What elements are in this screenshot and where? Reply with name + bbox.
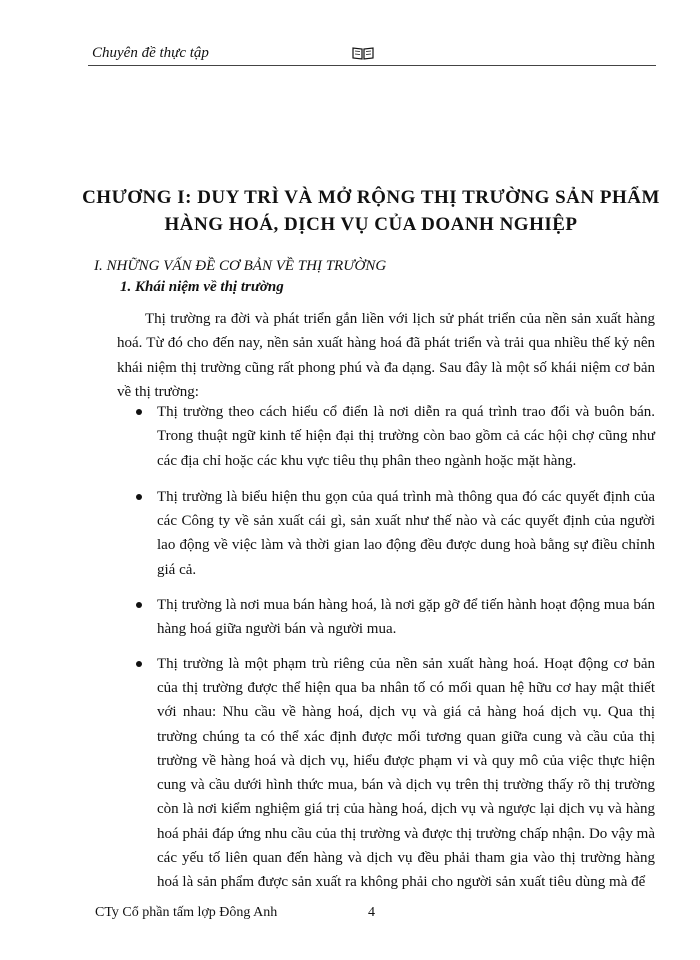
bullet-icon [136, 661, 142, 667]
bullet-icon [136, 494, 142, 500]
subsection-heading: 1. Khái niệm về thị trường [120, 279, 284, 295]
open-book-icon [352, 46, 374, 60]
bullet-text: Thị trường là nơi mua bán hàng hoá, là nơi gặp gỡ để tiến hành hoạt động mua bán hàng hoá giữa người bán và người mua. [157, 597, 655, 638]
section-heading: I. NHỮNG VẤN ĐỀ CƠ BẢN VỀ THỊ TRƯỜNG [94, 258, 387, 274]
list-item [117, 400, 655, 473]
list-item [117, 652, 655, 895]
bullet-text: Thị trường là một phạm trù riêng của nền sản xuất hàng hoá. Hoạt động cơ bản của thị trường được thể hiện qua ba nhân tố có mối quan hệ hữu cơ hay mật thiết với nhau: Nhu cầu về hàng hoá, dịch vụ và giá cả hàng hoá dịch vụ. Qua thị trường chúng ta có thể xác định được mối tương quan giữa cung và cầu của thị trường về hàng hoá và dịch vụ, hiểu được phạm vi và quy mô của việc thực hiện cung và cầu dưới hình thức mua, bán và dịch vụ trên thị trường thấy rõ thị trường còn là nơi kiểm nghiệm giá trị của hàng hoá, dịch vụ và ngược lại dịch vụ và hàng hoá phải đáp ứng nhu cầu của thị trường và được thị trường chấp nhận. Do vậy mà các yếu tố liên quan đến hàng và dịch vụ đều phải tham gia vào thị trường hàng hoá là sản phẩm được sản xuất ra không phải cho người sản xuất tiêu dùng mà để [157, 655, 655, 891]
chapter-title: CHƯƠNG I: DUY TRÌ VÀ MỞ RỘNG THỊ TRƯỜNG SẢN PHẨM HÀNG HOÁ, DỊCH VỤ CỦA DOANH NGHIỆP [82, 187, 660, 235]
header-title: Chuyên đề thực tập [92, 45, 209, 61]
bullet-text: Thị trường là biểu hiện thu gọn của quá trình mà thông qua đó các quyết định của các Công ty về sản xuất cái gì, sản xuất như thế nào và các quyết định của người lao động về việc làm và thời gian lao động đều được dung hoà bằng sự điều chỉnh giá cả. [157, 488, 655, 578]
bullet-icon [136, 409, 142, 415]
bullet-text: Thị trường theo cách hiểu cổ điển là nơi diễn ra quá trình trao đổi và buôn bán. Trong thuật ngữ kinh tế hiện đại thị trường còn bao gồm cả các hội chợ cũng như các địa chỉ hoặc các khu vực tiêu thụ phân theo ngành hoặc mặt hàng. [157, 404, 655, 469]
page-number: 4 [368, 905, 375, 920]
header-divider [88, 65, 656, 66]
list-item [117, 485, 655, 582]
list-item [117, 593, 655, 642]
bullet-list [117, 400, 655, 895]
footer-company: CTy Cổ phần tấm lợp Đông Anh [95, 905, 278, 920]
intro-paragraph: Thị trường ra đời và phát triển gắn liền với lịch sử phát triển của nền sản xuất hàng hoá. Từ đó cho đến nay, nền sản xuất hàng hoá đã phát triển và trải qua nhiều thế kỷ nên khái niệm thị trường cũng rất phong phú và đa dạng. Sau đây là một số khái niệm cơ bản về thị trường: [117, 311, 655, 400]
bullet-icon [136, 602, 142, 608]
